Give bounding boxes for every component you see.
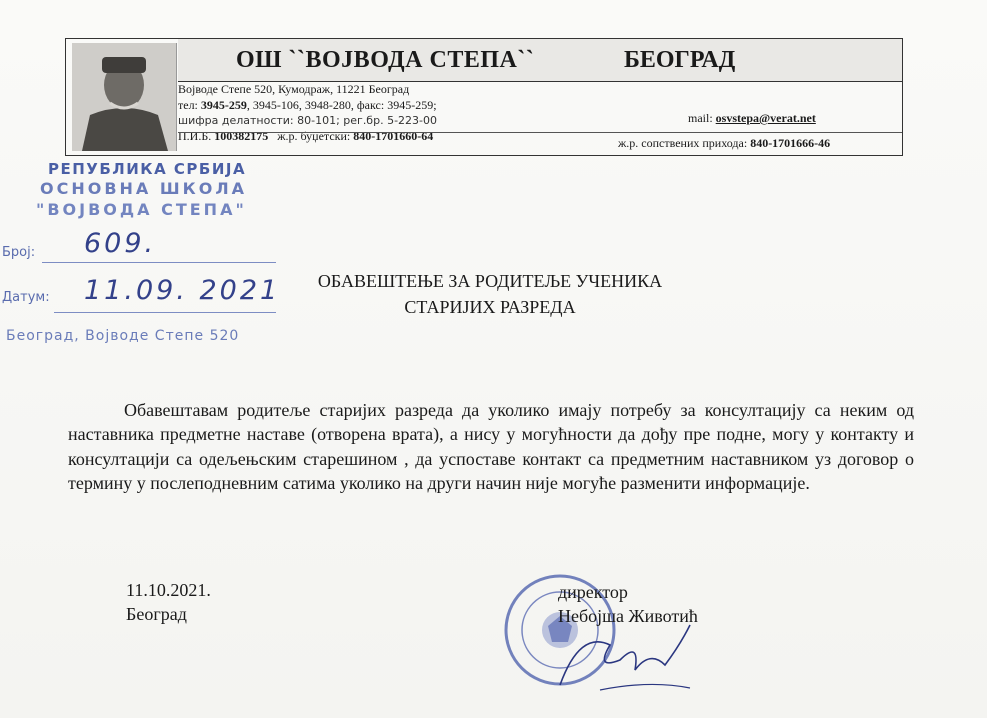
date-value: 11.09. 2021	[84, 275, 281, 306]
notice-body: Обавештавам родитеље старијих разреда да уколико имају потребу за консултацију са неким од наставника предметне наставе (отворена врата), а нису у могућности да дођу пре подне, могу у контакту и консултацији са одељењским старешином , да успоставе контакт са предметним наставником уз договор о термину у послеподневним сатима уколико на други начин није могуће разменити информације.	[68, 400, 914, 493]
footer-place: Београд	[126, 604, 187, 624]
footer-date-place	[126, 578, 211, 626]
email-line: mail: osvstepa@verat.net	[688, 111, 816, 125]
address-line: Војводе Степе 520, Кумодраж, 11221 Београд	[178, 82, 410, 96]
title-line-1: ОБАВЕШТЕЊЕ ЗА РОДИТЕЉЕ УЧЕНИКА	[317, 271, 663, 291]
school-city: БЕОГРАД	[624, 47, 736, 73]
number-label: Број:	[2, 245, 36, 260]
date-label: Датум:	[2, 290, 50, 305]
letterhead	[65, 38, 903, 156]
own-account-line: ж.р. сопствених прихода: 840-1701666-46	[618, 136, 831, 150]
director-role: директор	[558, 582, 628, 602]
date-underline	[54, 312, 276, 313]
pib-line: П.И.Б. 100382175 ж.р. буџетски: 840-1701660-64	[178, 128, 434, 143]
letterhead-divider	[178, 132, 902, 133]
school-name: ОШ ``ВОЈВОДА СТЕПА``	[236, 47, 535, 73]
number-underline	[42, 262, 276, 263]
footer-date: 11.10.2021.	[126, 580, 211, 600]
email-link[interactable]: osvstepa@verat.net	[715, 111, 816, 125]
portrait-photo	[72, 43, 177, 151]
letterhead-details	[178, 82, 437, 144]
title-line-2: СТАРИЈИХ РАЗРЕДА	[404, 297, 576, 317]
phone-line: тел: 3945-259, 3945-106, 3948-280, факс: 3945-259;	[178, 97, 437, 112]
stamp-school-type: ОСНОВНА ШКОЛА	[40, 179, 247, 198]
stamp-republic: РЕПУБЛИКА СРБИЈА	[48, 160, 247, 178]
stamp-school-name: "ВОЈВОДА СТЕПА"	[36, 200, 247, 219]
codes-line: шифра делатности: 80-101; рег.бр. 5-223-00	[178, 114, 437, 127]
stamp-address: Београд, Војводе Степе 520	[6, 328, 240, 344]
letterhead-title-bar	[178, 39, 902, 82]
number-value: 609.	[84, 228, 157, 259]
handwritten-signature-icon	[540, 610, 720, 700]
director-name: Небојша Животић	[558, 606, 698, 626]
document-title	[270, 268, 710, 320]
